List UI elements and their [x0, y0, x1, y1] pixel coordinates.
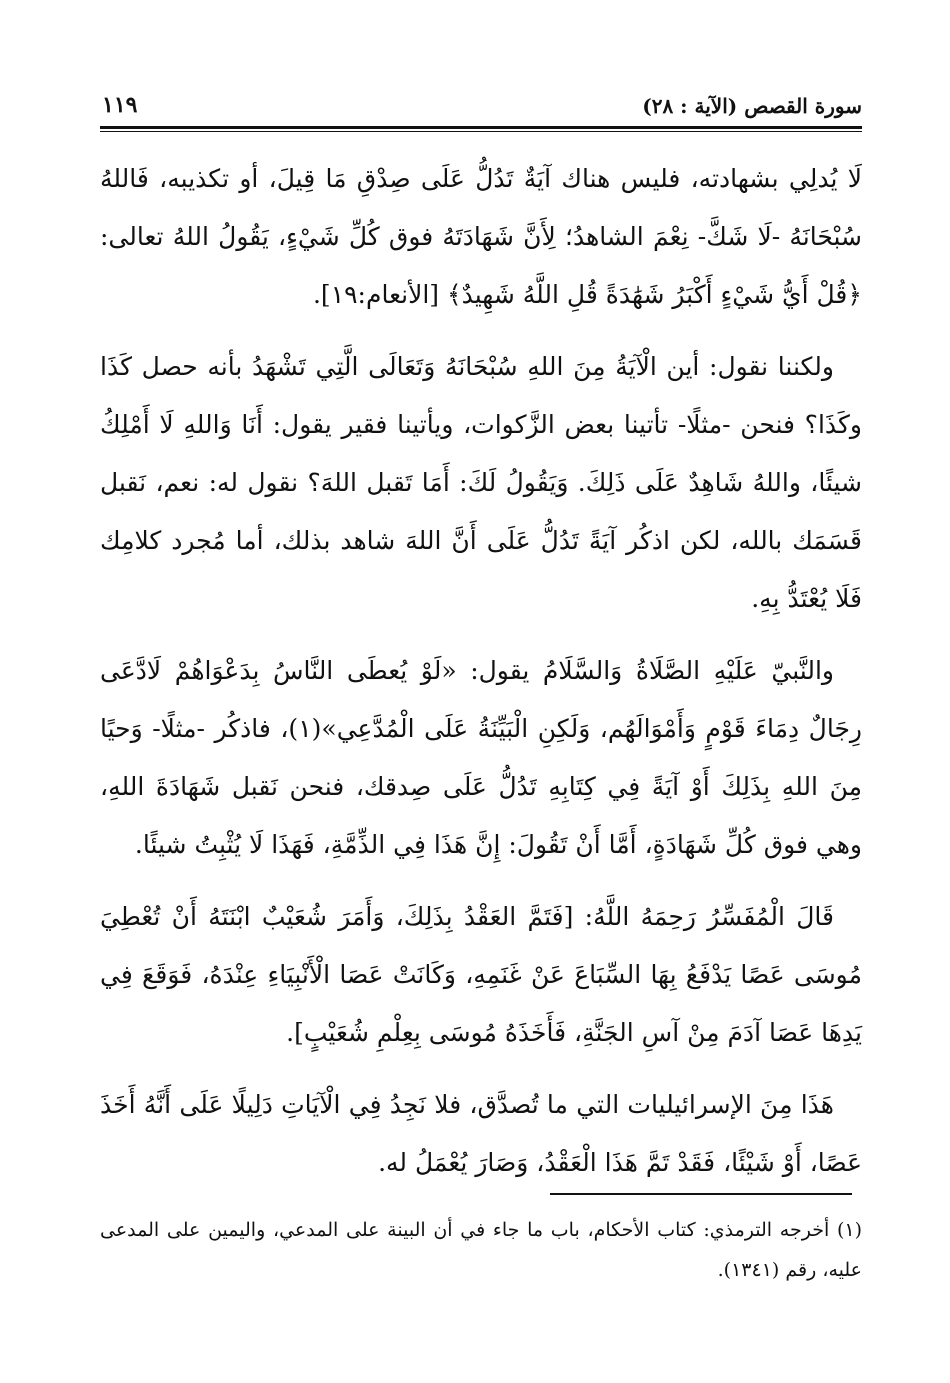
- header-rule-thin: [100, 131, 862, 132]
- page-number: ١١٩: [102, 92, 138, 118]
- paragraph-1: لَا يُدلِي بشهادته، فليس هناك آيَةٌ تَدُلُّ عَلَى صِدْقِ مَا قِيلَ، أو تكذيبه، فَاللهُ سُبْحَانَهُ -لَا شَكَّ- نِعْمَ الشاهدُ؛ لِأَنَّ شَهَادَتَهُ فوق كُلِّ شَيْءٍ، يَقُولُ اللهُ تعالى: ﴿قُلْ أَيُّ شَيْءٍ أَكْبَرُ شَهَٰدَةً قُلِ اللَّهُ شَهِيدٌ﴾ [الأنعام:١٩].: [100, 164, 862, 309]
- paragraph-2: ولكننا نقول: أين الْآيَةُ مِنَ اللهِ سُبْحَانَهُ وَتَعَالَى الَّتِي تَشْهَدُ بأنه حصل كَذَا وكَذَا؟ فنحن -مثلًا- تأتينا بعض الزَّكوات، ويأتينا فقير يقول: أَنَا وَاللهِ لَا أَمْلِكُ شيئًا، واللهُ شَاهِدٌ عَلَى ذَلِكَ. وَيَقُولُ لَكَ: أَمَا تَقبل اللهَ؟ نقول له: نعم، نَقبل قَسَمَك بالله، لكن اذكُر آيَةً تَدُلُّ عَلَى أَنَّ اللهَ شاهد بذلك، أما مُجرد كلامِك فَلَا يُعْتَدُّ بِهِ.: [100, 352, 863, 613]
- footnote: (١) أخرجه الترمذي: كتاب الأحكام، باب ما جاء في أن البينة على المدعي، واليمين على المدعى عليه، رقم (١٣٤١).: [100, 1219, 862, 1281]
- footnote-rule: [550, 1193, 852, 1195]
- paragraph-4: قَالَ الْمُفَسِّرُ رَحِمَهُ اللَّهُ: [فَتَمَّ العَقْدُ بِذَلِكَ، وَأَمَرَ شُعَيْبٌ ابْنَتَهُ أَنْ تُعْطِيَ مُوسَى عَصًا يَدْفَعُ بِهَا السِّبَاعَ عَنْ غَنَمِهِ، وَكَانَتْ عَصَا الْأَنْبِيَاءِ عِنْدَهُ، فَوَقَعَ فِي يَدِهَا عَصَا آدَمَ مِنْ آسِ الجَنَّةِ، فَأَخَذَهُ مُوسَى بِعِلْمِ شُعَيْبٍ].: [100, 902, 862, 1047]
- header-rule: [100, 126, 862, 129]
- body-text: [100, 150, 862, 1206]
- paragraph-5: هَذَا مِنَ الإسرائيليات التي ما تُصدَّق، فلا نَجِدُ فِي الْآيَاتِ دَلِيلًا عَلَى أَنَّهُ أَخَذَ عَصًا، أَوْ شَيْئًا، فَقَدْ تَمَّ هَذَا الْعَقْدُ، وَصَارَ يُعْمَلُ له.: [100, 1090, 862, 1177]
- running-header: [100, 88, 862, 122]
- surah-title: سورة القصص (الآية : ٢٨): [642, 94, 862, 118]
- paragraph-3: والنَّبيّ عَلَيْهِ الصَّلَاةُ وَالسَّلَامُ يقول: «لَوْ يُعطَى النَّاسُ بِدَعْوَاهُمْ لَادَّعَى رِجَالٌ دِمَاءَ قَوْمٍ وَأَمْوَالَهُم، وَلَكِنِ الْبَيِّنَةُ عَلَى الْمُدَّعِي»(١)، فاذكُر -مثلًا- وَحيًا مِنَ اللهِ بِذَلِكَ أَوْ آيَةً فِي كِتَابِهِ تَدُلُّ عَلَى صِدقك، فنحن نَقبل شَهَادَةَ اللهِ، وهي فوق كُلِّ شَهَادَةٍ، أَمَّا أَنْ تَقُولَ: إِنَّ هَذَا فِي الذِّمَّةِ، فَهَذَا لَا يُثْبِتُ شيئًا.: [100, 656, 862, 859]
